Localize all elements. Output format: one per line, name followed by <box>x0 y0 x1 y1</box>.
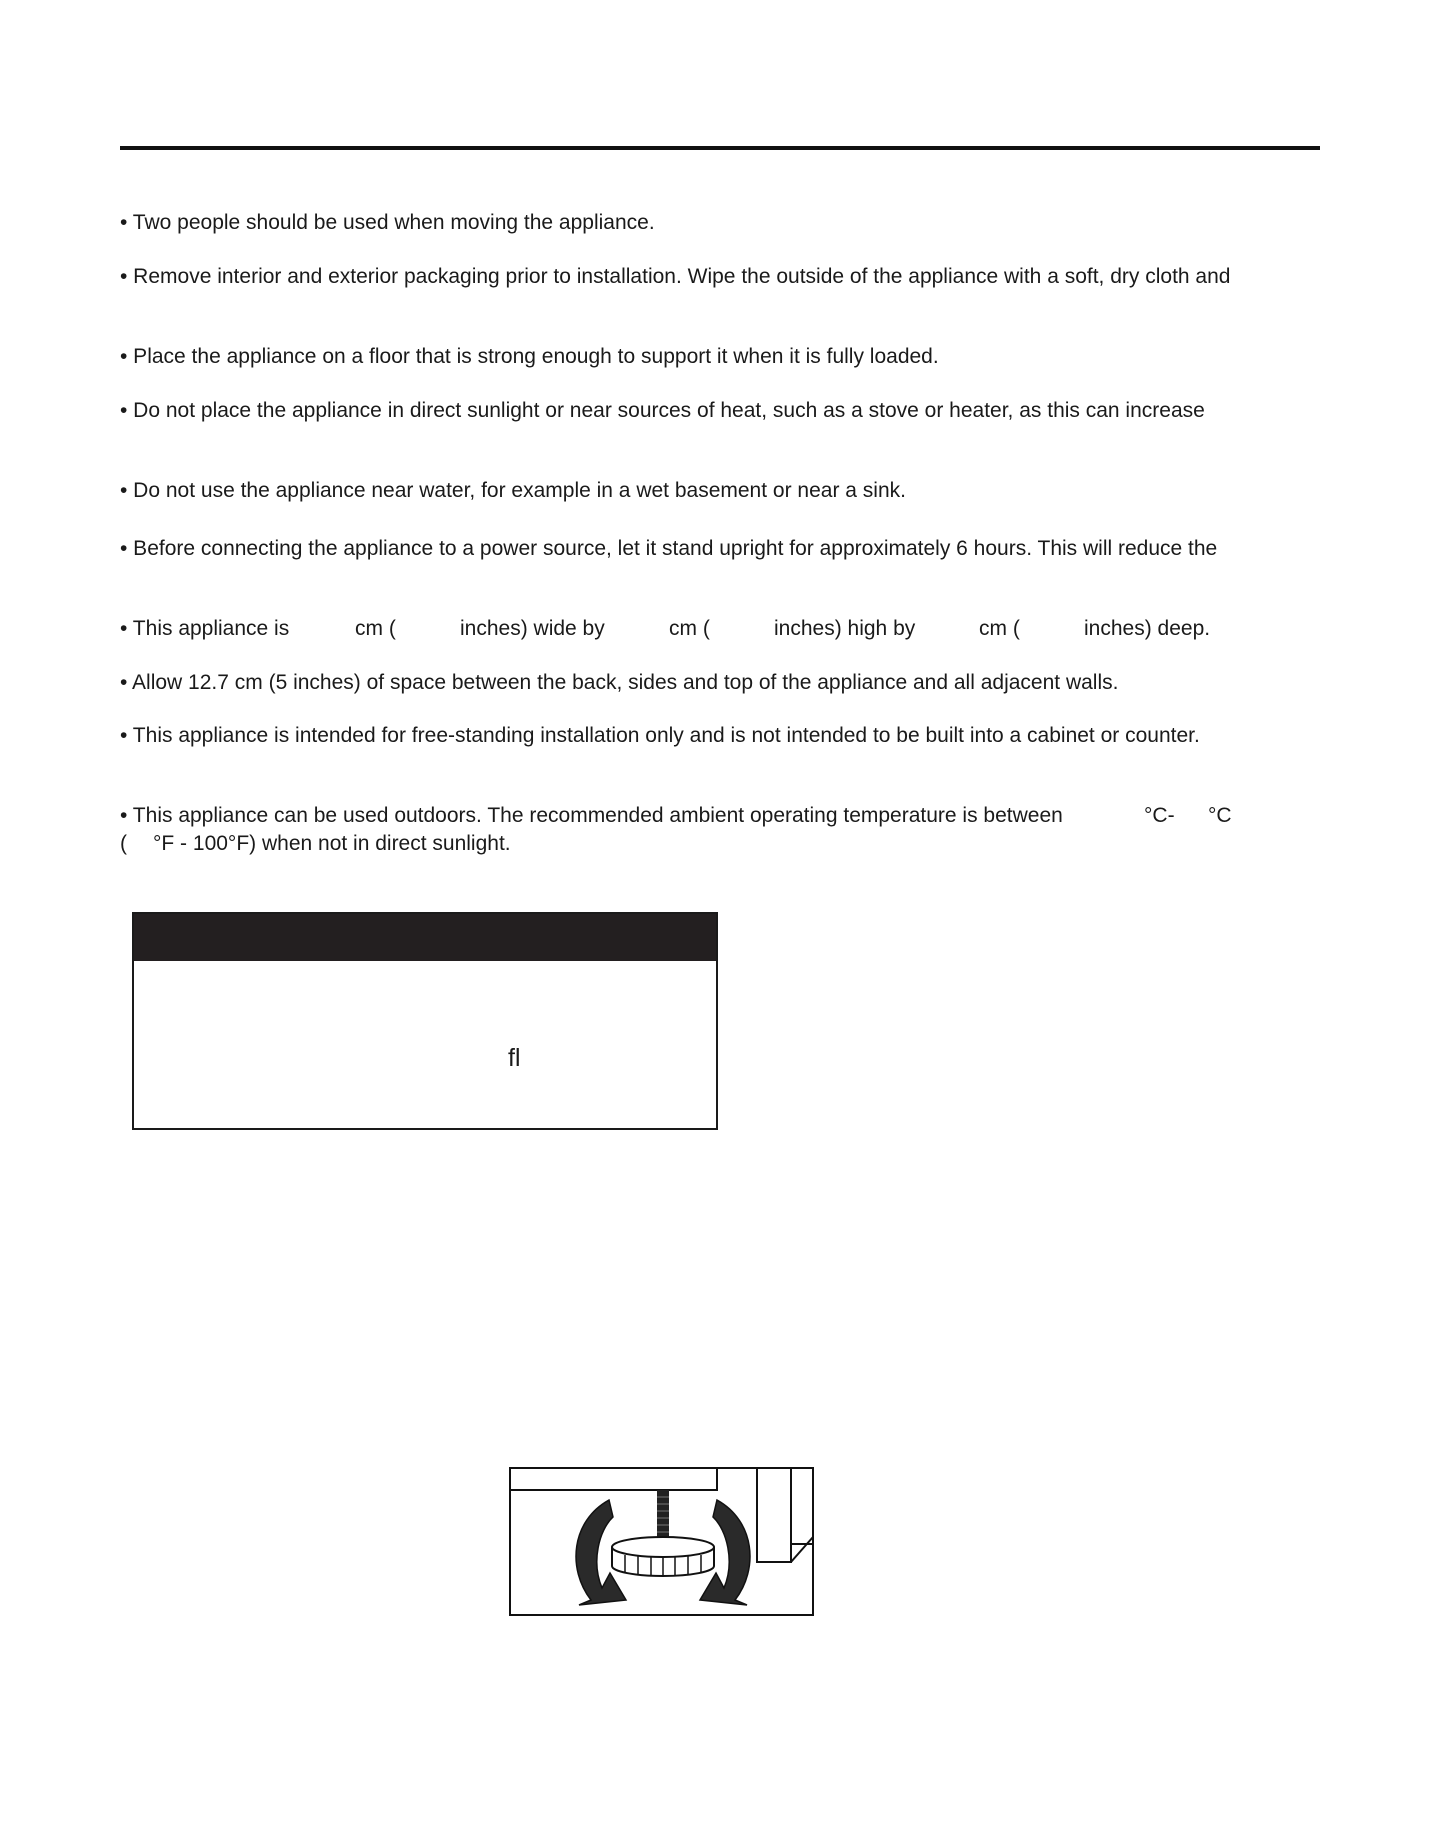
outdoor-text: ( <box>120 832 127 855</box>
notice-box <box>132 912 718 1130</box>
dimensions-text: • This appliance is <box>120 617 290 640</box>
dimensions-text: inches) wide by <box>460 617 605 640</box>
outdoor-text: °C <box>1208 804 1232 827</box>
outdoor-text: °F - 100°F) when not in direct sunlight. <box>153 832 511 855</box>
header-rule <box>120 146 1320 150</box>
notice-box-header <box>134 914 716 961</box>
bullet-stand-upright: • Before connecting the appliance to a power source, let it stand upright for approximately 6 hours. This will reduce the <box>120 537 1218 560</box>
outdoor-text: °C- <box>1144 804 1175 827</box>
outdoor-text: • This appliance can be used outdoors. The recommended ambient operating temperature is between <box>120 804 1063 827</box>
leveling-foot <box>612 1537 714 1576</box>
appliance-side-panel <box>757 1468 791 1562</box>
bullet-remove-packaging: • Remove interior and exterior packaging prior to installation. Wipe the outside of the appliance with a soft, dry cloth and <box>120 265 1231 288</box>
dimensions-text: inches) deep. <box>1084 617 1211 640</box>
appliance-side-edge <box>791 1468 813 1544</box>
bullet-free-standing: • This appliance is intended for free-standing installation only and is not intended to be built into a cabinet or counter. <box>120 724 1200 747</box>
leveling-foot-figure <box>509 1467 814 1616</box>
dimensions-text: cm ( <box>669 617 710 640</box>
bullet-strong-floor: • Place the appliance on a floor that is strong enough to support it when it is fully loaded. <box>120 345 939 368</box>
notice-box-glyph: ﬂ <box>508 1044 521 1072</box>
appliance-base-panel <box>510 1468 717 1490</box>
dimensions-text: inches) high by <box>774 617 916 640</box>
bullet-no-water: • Do not use the appliance near water, for example in a wet basement or near a sink. <box>120 479 906 502</box>
bullet-clearance: • Allow 12.7 cm (5 inches) of space between the back, sides and top of the appliance and all adjacent walls. <box>120 671 1119 694</box>
bullet-two-people: • Two people should be used when moving the appliance. <box>120 211 655 234</box>
bullet-no-sunlight: • Do not place the appliance in direct sunlight or near sources of heat, such as a stove or heater, as this can increase <box>120 399 1205 422</box>
dimensions-text: cm ( <box>979 617 1020 640</box>
dimensions-text: cm ( <box>355 617 396 640</box>
